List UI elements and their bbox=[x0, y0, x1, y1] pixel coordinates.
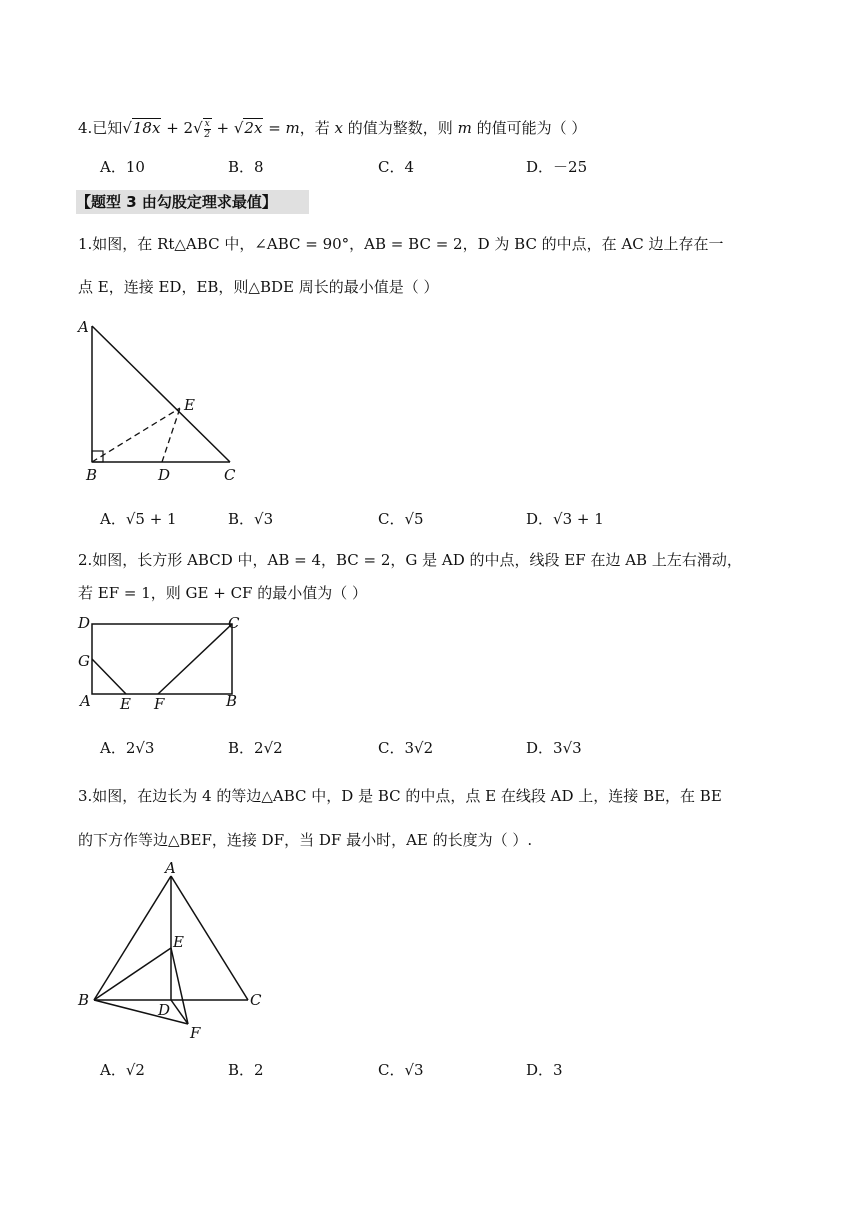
q4-text-a: 4.已知 bbox=[78, 119, 123, 137]
p1-label-d: D bbox=[158, 466, 171, 484]
p2-line1: 2.如图，长方形 ABCD 中，AB = 4，BC = 2，G 是 AD 的中点，线段 EF 在边 AB 上左右滑动， bbox=[78, 551, 742, 569]
p1-label-a: A bbox=[78, 318, 89, 336]
p3-option-d[interactable]: D．3 bbox=[526, 1061, 563, 1079]
p2-option-d[interactable]: D．3√3 bbox=[526, 739, 582, 757]
p2-option-c[interactable]: C．3√2 bbox=[378, 739, 434, 757]
p1-line1: 1.如图，在 Rt△ABC 中，∠ABC = 90°，AB = BC = 2，D 为 BC 的中点，在 AC 边上存在一 bbox=[78, 235, 724, 253]
p2-label-a: A bbox=[80, 692, 91, 710]
q4-option-d[interactable]: D．－25 bbox=[526, 158, 588, 176]
p2-figure bbox=[74, 612, 254, 712]
q4-text-d: 的值可能为（ ） bbox=[471, 119, 587, 137]
p3-label-f: F bbox=[190, 1024, 201, 1042]
p2-label-f: F bbox=[154, 695, 165, 712]
p3-label-c: C bbox=[250, 991, 262, 1009]
section-heading: 【题型 3 由勾股定理求最值】 bbox=[76, 190, 309, 214]
q4-formula: √18x + 2√ $\frac{x}{2}$ + √2x = m bbox=[122, 118, 300, 140]
q4-var-m: m bbox=[457, 119, 472, 137]
q4-text-c: 的值为整数，则 bbox=[343, 119, 458, 137]
p3-option-a[interactable]: A．√2 bbox=[100, 1061, 145, 1079]
q4-option-b[interactable]: B．8 bbox=[228, 158, 264, 176]
p3-line2: 的下方作等边△BEF，连接 DF，当 DF 最小时，AE 的长度为（ ）. bbox=[78, 831, 533, 849]
p2-label-g: G bbox=[78, 652, 90, 670]
q4-var-x: x bbox=[334, 119, 344, 137]
p2-label-d: D bbox=[78, 614, 91, 632]
p3-option-c[interactable]: C．√3 bbox=[378, 1061, 424, 1079]
p3-label-a: A bbox=[165, 862, 176, 877]
p3-label-d: D bbox=[158, 1001, 171, 1019]
p1-label-c: C bbox=[224, 466, 236, 484]
p1-option-c[interactable]: C．√5 bbox=[378, 510, 424, 528]
p1-line2: 点 E，连接 ED，EB，则△BDE 周长的最小值是（ ） bbox=[78, 278, 439, 296]
p1-label-b: B bbox=[86, 466, 98, 484]
p3-figure bbox=[74, 862, 274, 1042]
p3-label-e: E bbox=[173, 933, 184, 951]
p3-line1: 3.如图，在边长为 4 的等边△ABC 中，D 是 BC 的中点，点 E 在线段 AD 上，连接 BE，在 BE bbox=[78, 787, 722, 805]
p3-option-b[interactable]: B．2 bbox=[228, 1061, 264, 1079]
p2-option-b[interactable]: B．2√2 bbox=[228, 739, 283, 757]
p1-option-a[interactable]: A．√5 + 1 bbox=[100, 510, 177, 528]
p2-line2: 若 EF = 1，则 GE + CF 的最小值为（ ） bbox=[78, 584, 368, 602]
p2-label-b: B bbox=[226, 692, 238, 710]
q4-option-c[interactable]: C．4 bbox=[378, 158, 415, 176]
p2-label-c: C bbox=[228, 614, 240, 632]
p3-label-b: B bbox=[78, 991, 90, 1009]
q4-option-a[interactable]: A．10 bbox=[100, 158, 145, 176]
p1-option-b[interactable]: B．√3 bbox=[228, 510, 274, 528]
q4-stem bbox=[78, 117, 586, 140]
p1-option-d[interactable]: D．√3 + 1 bbox=[526, 510, 604, 528]
p1-figure bbox=[74, 318, 254, 488]
q4-text-b: ，若 bbox=[299, 119, 335, 137]
p2-option-a[interactable]: A．2√3 bbox=[100, 739, 155, 757]
p2-label-e: E bbox=[120, 695, 131, 712]
p1-label-e: E bbox=[184, 396, 195, 414]
